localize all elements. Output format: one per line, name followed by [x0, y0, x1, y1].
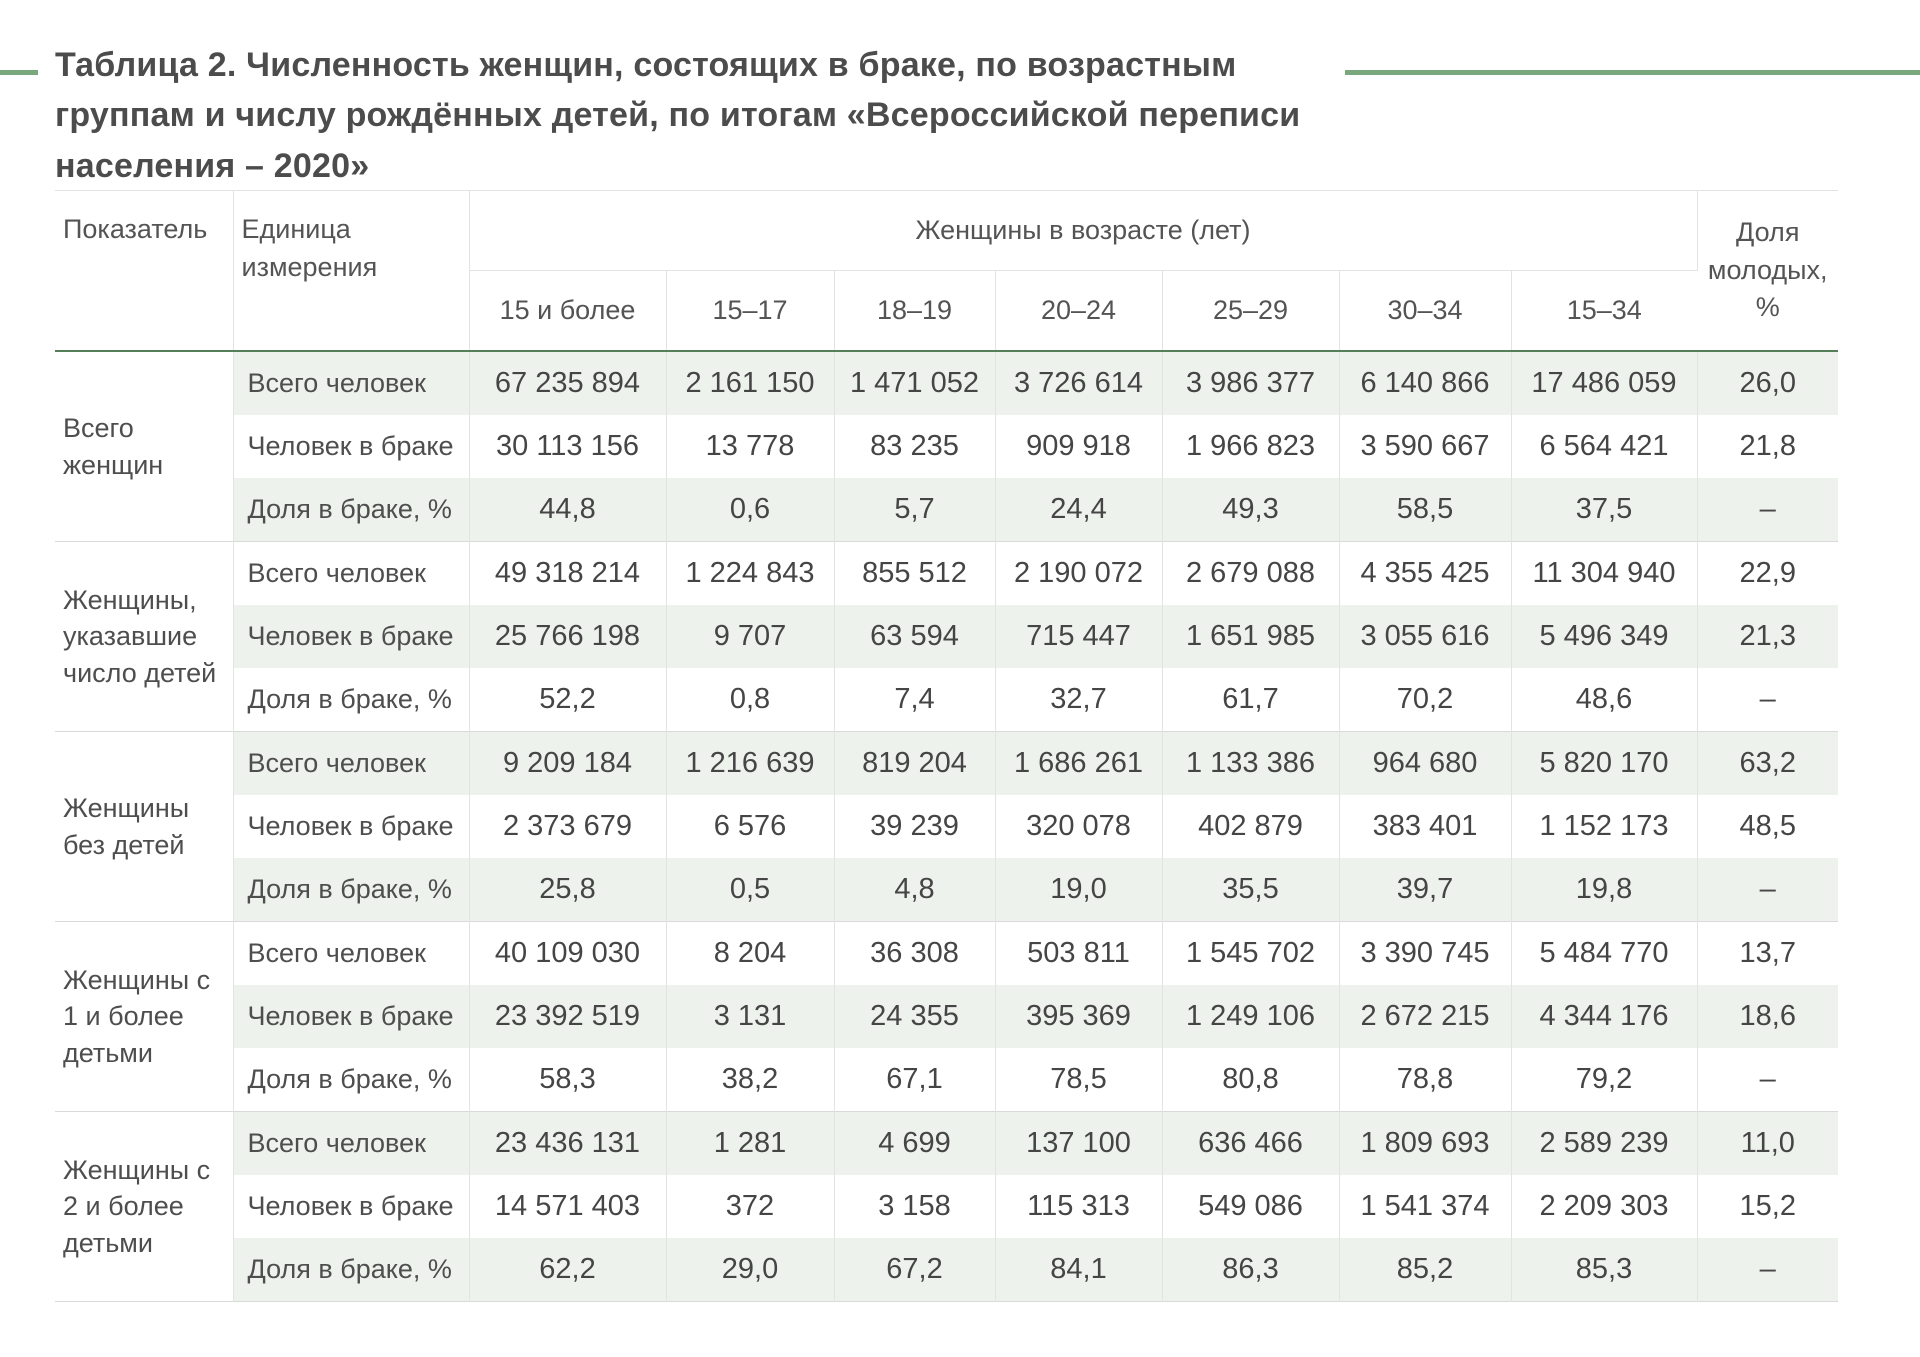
value-cell: 3 131: [666, 985, 834, 1048]
value-cell: 549 086: [1162, 1175, 1339, 1238]
value-cell: 6 140 866: [1339, 351, 1511, 415]
census-table: [55, 190, 1838, 1302]
value-cell: 3 726 614: [995, 351, 1162, 415]
value-cell: 25,8: [469, 858, 666, 922]
table-header: [55, 191, 1838, 352]
indicator-label: Женщины без детей: [55, 732, 233, 922]
value-cell: 2 672 215: [1339, 985, 1511, 1048]
unit-label: Человек в браке: [233, 795, 469, 858]
table-row: [55, 732, 1838, 796]
value-cell: 39 239: [834, 795, 995, 858]
value-cell: 67,2: [834, 1238, 995, 1302]
value-cell: 36 308: [834, 922, 995, 986]
value-cell: 9 707: [666, 605, 834, 668]
value-cell: 58,5: [1339, 478, 1511, 542]
value-cell: 63,2: [1697, 732, 1838, 796]
value-cell: 9 209 184: [469, 732, 666, 796]
value-cell: –: [1697, 478, 1838, 542]
value-cell: 5,7: [834, 478, 995, 542]
value-cell: 11 304 940: [1511, 542, 1697, 606]
value-cell: 18,6: [1697, 985, 1838, 1048]
value-cell: 32,7: [995, 668, 1162, 732]
value-cell: 21,3: [1697, 605, 1838, 668]
value-cell: 21,8: [1697, 415, 1838, 478]
value-cell: 38,2: [666, 1048, 834, 1112]
value-cell: 2 679 088: [1162, 542, 1339, 606]
value-cell: 78,5: [995, 1048, 1162, 1112]
unit-label: Доля в браке, %: [233, 668, 469, 732]
value-cell: 1 249 106: [1162, 985, 1339, 1048]
value-cell: 17 486 059: [1511, 351, 1697, 415]
unit-label: Всего человек: [233, 351, 469, 415]
value-cell: 44,8: [469, 478, 666, 542]
value-cell: 5 820 170: [1511, 732, 1697, 796]
value-cell: 29,0: [666, 1238, 834, 1302]
value-cell: 3 158: [834, 1175, 995, 1238]
unit-label: Человек в браке: [233, 415, 469, 478]
value-cell: 84,1: [995, 1238, 1162, 1302]
header-indicator: Показатель: [55, 191, 233, 352]
value-cell: 1 152 173: [1511, 795, 1697, 858]
value-cell: 13 778: [666, 415, 834, 478]
table-row: [55, 1112, 1838, 1176]
header-age-20-24: 20–24: [995, 271, 1162, 352]
value-cell: 1 545 702: [1162, 922, 1339, 986]
value-cell: 49,3: [1162, 478, 1339, 542]
value-cell: 61,7: [1162, 668, 1339, 732]
value-cell: 35,5: [1162, 858, 1339, 922]
value-cell: 0,8: [666, 668, 834, 732]
table-row: [55, 605, 1838, 668]
value-cell: –: [1697, 1238, 1838, 1302]
unit-label: Доля в браке, %: [233, 478, 469, 542]
value-cell: 4 355 425: [1339, 542, 1511, 606]
value-cell: 58,3: [469, 1048, 666, 1112]
decorative-line-right: [1345, 70, 1920, 75]
value-cell: –: [1697, 1048, 1838, 1112]
value-cell: 48,5: [1697, 795, 1838, 858]
unit-label: Доля в браке, %: [233, 1238, 469, 1302]
value-cell: 2 161 150: [666, 351, 834, 415]
unit-label: Всего человек: [233, 542, 469, 606]
value-cell: 30 113 156: [469, 415, 666, 478]
value-cell: 715 447: [995, 605, 1162, 668]
value-cell: 52,2: [469, 668, 666, 732]
value-cell: 79,2: [1511, 1048, 1697, 1112]
value-cell: 85,2: [1339, 1238, 1511, 1302]
value-cell: 23 436 131: [469, 1112, 666, 1176]
value-cell: 5 496 349: [1511, 605, 1697, 668]
table-row: [55, 351, 1838, 415]
value-cell: 2 589 239: [1511, 1112, 1697, 1176]
value-cell: 23 392 519: [469, 985, 666, 1048]
value-cell: 137 100: [995, 1112, 1162, 1176]
table-row: [55, 795, 1838, 858]
value-cell: 909 918: [995, 415, 1162, 478]
table-row: [55, 1048, 1838, 1112]
value-cell: 636 466: [1162, 1112, 1339, 1176]
value-cell: 6 576: [666, 795, 834, 858]
value-cell: 1 216 639: [666, 732, 834, 796]
value-cell: 855 512: [834, 542, 995, 606]
value-cell: 22,9: [1697, 542, 1838, 606]
value-cell: 3 055 616: [1339, 605, 1511, 668]
value-cell: 383 401: [1339, 795, 1511, 858]
value-cell: 25 766 198: [469, 605, 666, 668]
header-age-group: Женщины в возрасте (лет): [469, 191, 1697, 271]
value-cell: 37,5: [1511, 478, 1697, 542]
unit-label: Человек в браке: [233, 605, 469, 668]
value-cell: 26,0: [1697, 351, 1838, 415]
value-cell: 11,0: [1697, 1112, 1838, 1176]
value-cell: 78,8: [1339, 1048, 1511, 1112]
table-row: [55, 858, 1838, 922]
value-cell: 0,5: [666, 858, 834, 922]
value-cell: 86,3: [1162, 1238, 1339, 1302]
value-cell: 85,3: [1511, 1238, 1697, 1302]
header-age-15-17: 15–17: [666, 271, 834, 352]
value-cell: 4,8: [834, 858, 995, 922]
table-row: [55, 668, 1838, 732]
value-cell: 1 471 052: [834, 351, 995, 415]
value-cell: 40 109 030: [469, 922, 666, 986]
value-cell: 819 204: [834, 732, 995, 796]
value-cell: 13,7: [1697, 922, 1838, 986]
value-cell: 24,4: [995, 478, 1162, 542]
indicator-label: Женщины с 2 и более детьми: [55, 1112, 233, 1302]
value-cell: 8 204: [666, 922, 834, 986]
value-cell: 3 590 667: [1339, 415, 1511, 478]
value-cell: 15,2: [1697, 1175, 1838, 1238]
indicator-label: Женщины с 1 и более детьми: [55, 922, 233, 1112]
table-row: [55, 1238, 1838, 1302]
value-cell: 80,8: [1162, 1048, 1339, 1112]
value-cell: 62,2: [469, 1238, 666, 1302]
unit-label: Доля в браке, %: [233, 858, 469, 922]
value-cell: –: [1697, 858, 1838, 922]
decorative-dash-left: [0, 70, 38, 75]
unit-label: Человек в браке: [233, 1175, 469, 1238]
value-cell: 14 571 403: [469, 1175, 666, 1238]
header-age-15-34: 15–34: [1511, 271, 1697, 352]
value-cell: 402 879: [1162, 795, 1339, 858]
value-cell: 2 209 303: [1511, 1175, 1697, 1238]
census-table-wrap: [55, 190, 1838, 1302]
table-row: [55, 542, 1838, 606]
value-cell: 1 541 374: [1339, 1175, 1511, 1238]
value-cell: 1 966 823: [1162, 415, 1339, 478]
value-cell: 67 235 894: [469, 351, 666, 415]
value-cell: 320 078: [995, 795, 1162, 858]
value-cell: 115 313: [995, 1175, 1162, 1238]
table-row: [55, 922, 1838, 986]
value-cell: 5 484 770: [1511, 922, 1697, 986]
value-cell: 1 281: [666, 1112, 834, 1176]
value-cell: 503 811: [995, 922, 1162, 986]
value-cell: 6 564 421: [1511, 415, 1697, 478]
table-row: [55, 1175, 1838, 1238]
value-cell: 63 594: [834, 605, 995, 668]
value-cell: 4 344 176: [1511, 985, 1697, 1048]
value-cell: 1 809 693: [1339, 1112, 1511, 1176]
unit-label: Доля в браке, %: [233, 1048, 469, 1112]
unit-label: Всего человек: [233, 922, 469, 986]
header-young-share: Доля молодых, %: [1697, 191, 1838, 352]
unit-label: Всего человек: [233, 1112, 469, 1176]
value-cell: 83 235: [834, 415, 995, 478]
value-cell: 7,4: [834, 668, 995, 732]
value-cell: –: [1697, 668, 1838, 732]
header-age-15plus: 15 и более: [469, 271, 666, 352]
value-cell: 1 224 843: [666, 542, 834, 606]
value-cell: 19,0: [995, 858, 1162, 922]
value-cell: 4 699: [834, 1112, 995, 1176]
page-title: Таблица 2. Численность женщин, состоящих в браке, по возрастным группам и числу рождённых детей, по итогам «Всероссийской переписи населения – 2020»: [55, 46, 1301, 185]
value-cell: 19,8: [1511, 858, 1697, 922]
header-age-25-29: 25–29: [1162, 271, 1339, 352]
value-cell: 2 373 679: [469, 795, 666, 858]
unit-label: Человек в браке: [233, 985, 469, 1048]
census-table-body: [55, 351, 1838, 1302]
table-row: [55, 985, 1838, 1048]
value-cell: 964 680: [1339, 732, 1511, 796]
header-unit: Единица измерения: [233, 191, 469, 352]
header-age-30-34: 30–34: [1339, 271, 1511, 352]
table-row: [55, 415, 1838, 478]
value-cell: 372: [666, 1175, 834, 1238]
value-cell: 39,7: [1339, 858, 1511, 922]
value-cell: 24 355: [834, 985, 995, 1048]
value-cell: 1 133 386: [1162, 732, 1339, 796]
value-cell: 1 686 261: [995, 732, 1162, 796]
value-cell: 395 369: [995, 985, 1162, 1048]
unit-label: Всего человек: [233, 732, 469, 796]
value-cell: 48,6: [1511, 668, 1697, 732]
value-cell: 0,6: [666, 478, 834, 542]
value-cell: 70,2: [1339, 668, 1511, 732]
table-row: [55, 478, 1838, 542]
indicator-label: Всего женщин: [55, 351, 233, 542]
indicator-label: Женщины, указавшие число детей: [55, 542, 233, 732]
value-cell: 3 390 745: [1339, 922, 1511, 986]
value-cell: 3 986 377: [1162, 351, 1339, 415]
header-age-18-19: 18–19: [834, 271, 995, 352]
value-cell: 49 318 214: [469, 542, 666, 606]
value-cell: 2 190 072: [995, 542, 1162, 606]
value-cell: 67,1: [834, 1048, 995, 1112]
value-cell: 1 651 985: [1162, 605, 1339, 668]
